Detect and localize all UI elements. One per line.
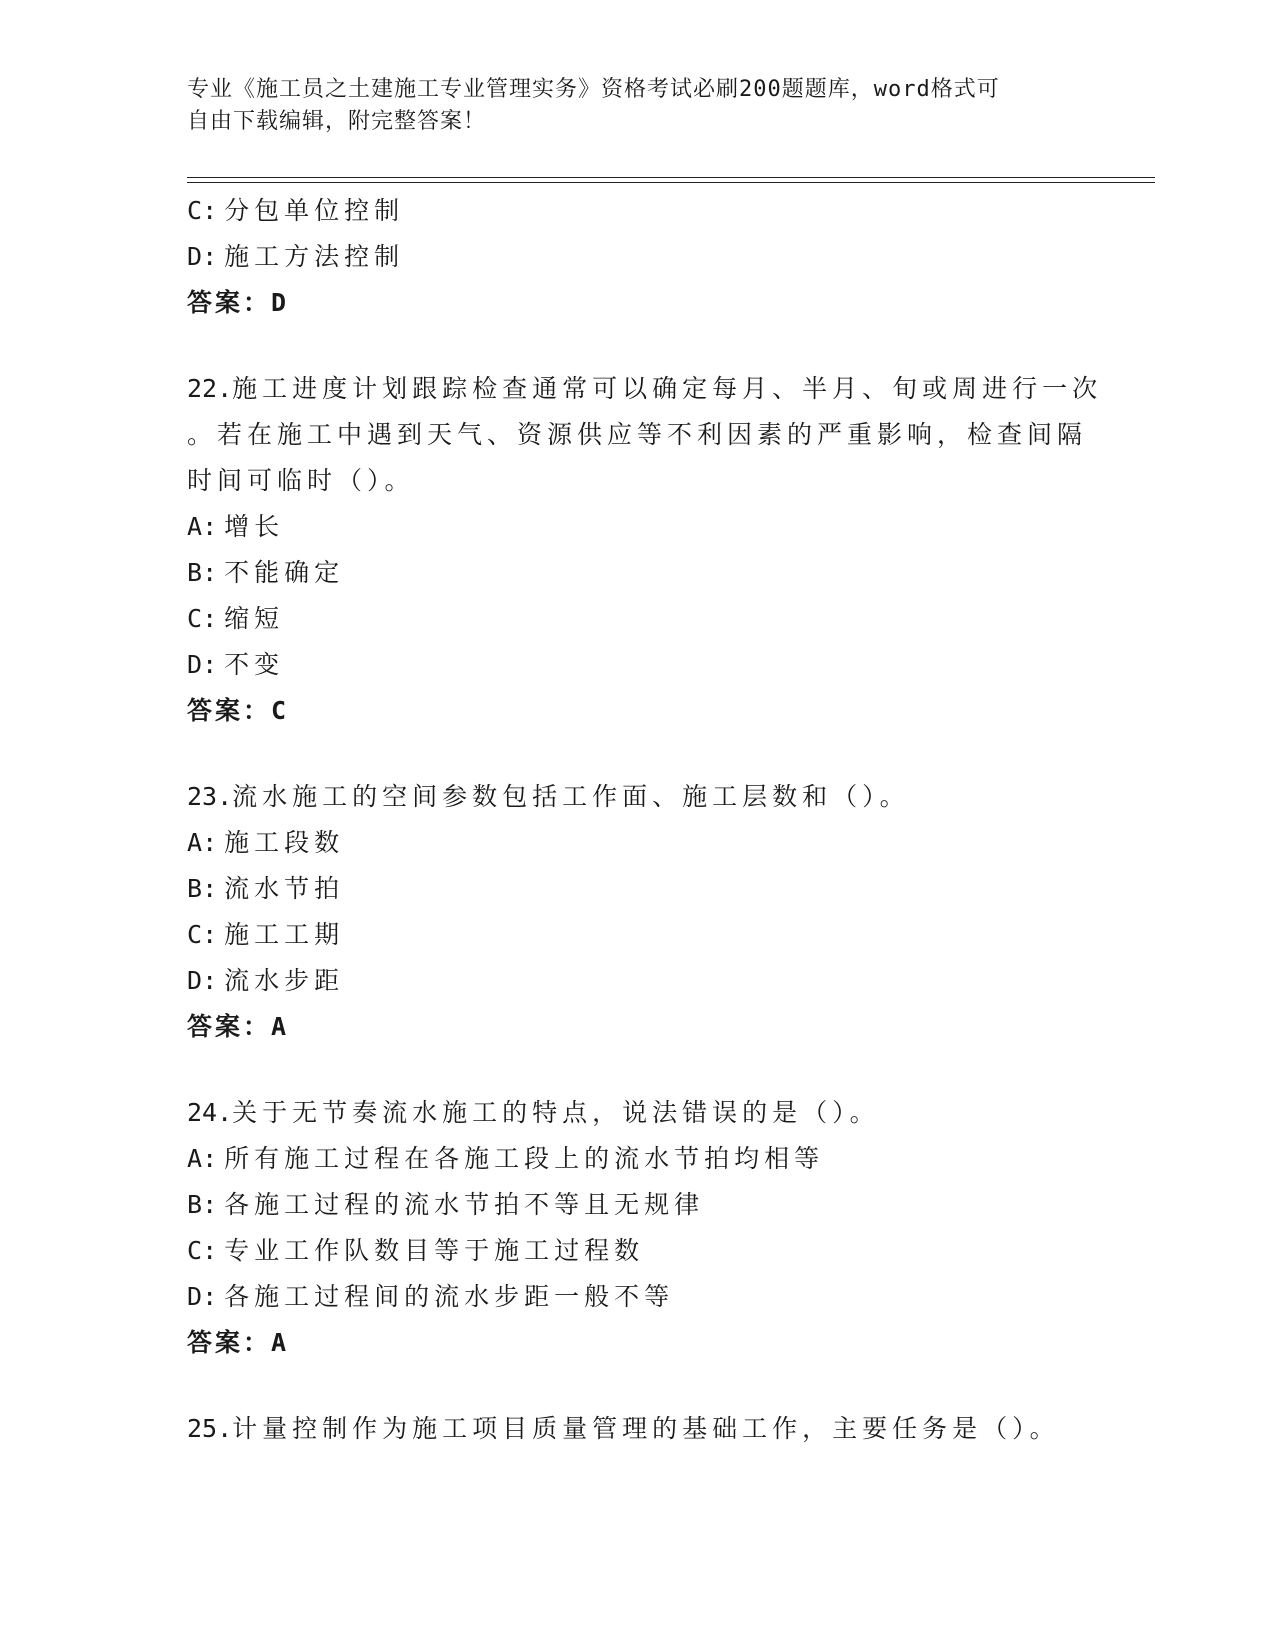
option-d: D: 流水步距: [187, 966, 345, 995]
header-line-1: 专业《施工员之土建施工专业管理实务》资格考试必刷200题题库，word格式可: [187, 77, 1000, 102]
option-text: 施工工期: [224, 920, 345, 949]
question-stem-line: 。若在施工中遇到天气、资源供应等不利因素的严重影响，检查间隔: [187, 420, 1088, 449]
answer-value: D: [271, 288, 289, 317]
option-a: A: 增长: [187, 512, 285, 541]
question-21-tail: [187, 188, 1087, 326]
option-c: C: 专业工作队数目等于施工过程数: [187, 1236, 645, 1265]
option-text: 各施工过程间的流水步距一般不等: [224, 1282, 675, 1311]
answer-line: 答案：A: [187, 1328, 289, 1357]
question-stem-line: 22.施工进度计划跟踪检查通常可以确定每月、半月、旬或周进行一次: [187, 374, 1103, 403]
option-d: D: 各施工过程间的流水步距一般不等: [187, 1282, 675, 1311]
option-text: 施工段数: [224, 828, 345, 857]
answer-line: 答案：C: [187, 696, 289, 725]
option-a: A: 施工段数: [187, 828, 345, 857]
option-text: 流水步距: [224, 966, 345, 995]
option-c: C: 缩短: [187, 604, 285, 633]
question-stem-line: 25.计量控制作为施工项目质量管理的基础工作，主要任务是（）。: [187, 1414, 1060, 1443]
option-c: C: 施工工期: [187, 920, 345, 949]
option-b: B: 各施工过程的流水节拍不等且无规律: [187, 1190, 705, 1219]
answer-value: C: [271, 696, 289, 725]
question-23: [187, 774, 1087, 1050]
header-divider-bottom: [187, 182, 1155, 183]
question-stem-line: 23.流水施工的空间参数包括工作面、施工层数和（）。: [187, 782, 910, 811]
question-stem-line: 时间可临时（）。: [187, 466, 415, 495]
document-header: [187, 74, 1067, 138]
answer-line: 答案：A: [187, 1012, 289, 1041]
option-a: A: 所有施工过程在各施工段上的流水节拍均相等: [187, 1144, 825, 1173]
option-b: B: 流水节拍: [187, 874, 345, 903]
option-text: 分包单位控制: [224, 196, 405, 225]
option-text: 专业工作队数目等于施工过程数: [224, 1236, 645, 1265]
option-text: 流水节拍: [224, 874, 345, 903]
question-stem-line: 24.关于无节奏流水施工的特点，说法错误的是（）。: [187, 1098, 880, 1127]
option-text: 施工方法控制: [224, 242, 405, 271]
option-text: 缩短: [224, 604, 285, 633]
header-line-2: 自由下载编辑，附完整答案！: [187, 109, 487, 134]
question-24: [187, 1090, 1087, 1366]
question-25: [187, 1406, 1087, 1452]
option-text: 不变: [224, 650, 285, 679]
answer-value: A: [271, 1012, 289, 1041]
option-text: 各施工过程的流水节拍不等且无规律: [224, 1190, 705, 1219]
option-text: 所有施工过程在各施工段上的流水节拍均相等: [224, 1144, 825, 1173]
option-b: B: 不能确定: [187, 558, 345, 587]
option-d: D: 施工方法控制: [187, 242, 405, 271]
option-c: C: 分包单位控制: [187, 196, 405, 225]
question-22: [187, 366, 1103, 734]
option-text: 增长: [224, 512, 285, 541]
answer-line: 答案：D: [187, 288, 289, 317]
header-divider-top: [187, 177, 1155, 178]
option-d: D: 不变: [187, 650, 285, 679]
option-text: 不能确定: [224, 558, 345, 587]
question-list: [187, 188, 1103, 1452]
answer-value: A: [271, 1328, 289, 1357]
